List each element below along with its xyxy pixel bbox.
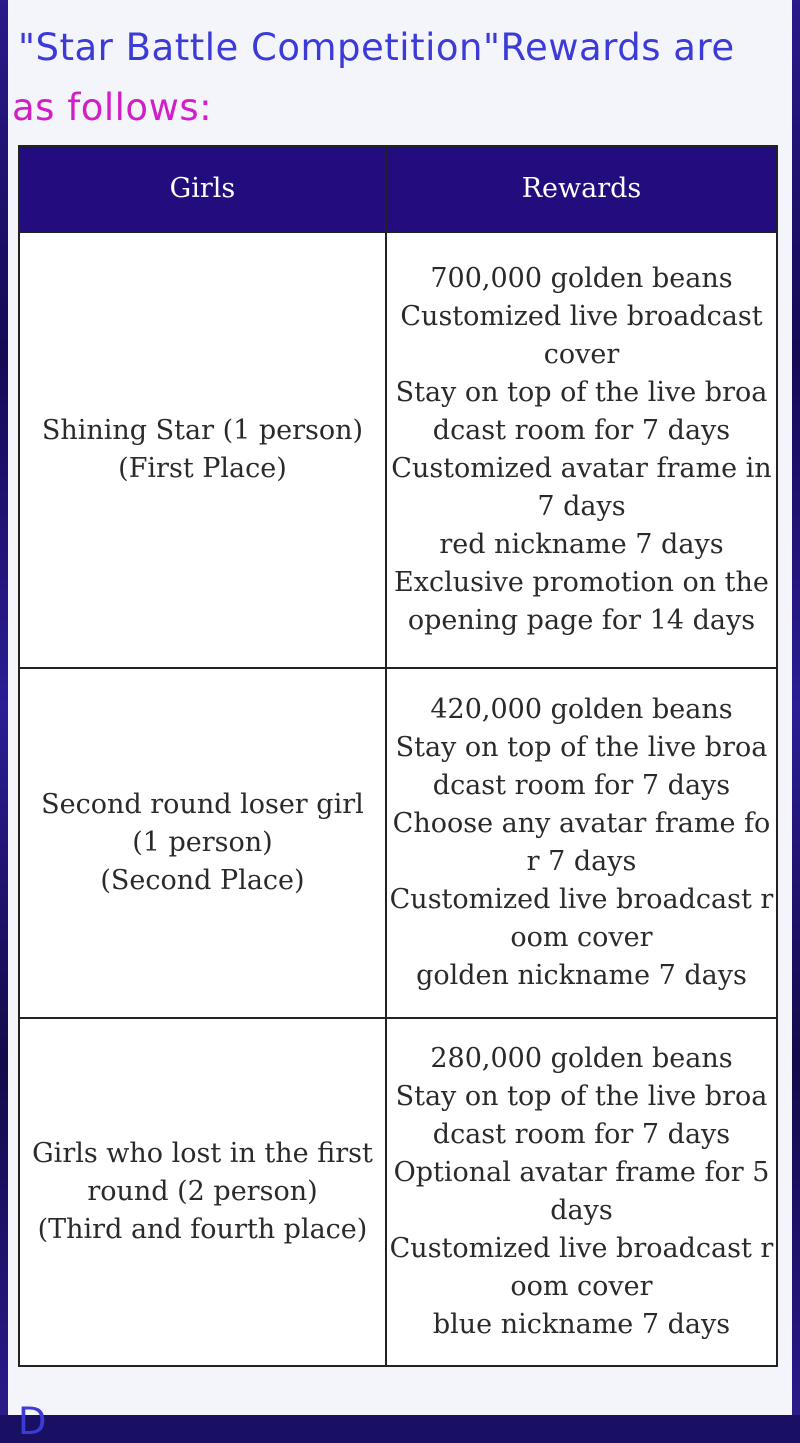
reward-item: 280,000 golden beans: [430, 1043, 733, 1074]
reward-item: Stay on top of the live broadcast room for 7 days: [395, 732, 768, 801]
page-title-line2: as follows:: [12, 86, 213, 129]
page-title: [8, 0, 792, 138]
decorative-border-left: [0, 0, 8, 1415]
reward-item: Customized avatar frame in 7 days: [391, 453, 772, 522]
girls-line: (First Place): [118, 453, 287, 484]
reward-item: Choose any avatar frame for 7 days: [392, 808, 771, 877]
rewards-cell: [386, 1018, 777, 1366]
girls-line: Shining Star (1 person): [41, 415, 364, 446]
girls-line: (Third and fourth place): [37, 1214, 368, 1245]
table-row: [19, 668, 777, 1018]
reward-item: red nickname 7 days: [439, 529, 724, 560]
reward-item: 420,000 golden beans: [430, 694, 733, 725]
decorative-border-right: [792, 0, 800, 1415]
reward-item: Customized live broadcast room cover: [389, 884, 774, 953]
rewards-cell: [386, 232, 777, 668]
page-title-line1: "Star Battle Competition"Rewards are: [18, 26, 735, 69]
rewards-cell: [386, 668, 777, 1018]
page-content: [8, 0, 792, 1443]
table-header-row: [19, 146, 777, 232]
table-row: [19, 232, 777, 668]
girls-line: Girls who lost in the first round (2 person): [32, 1138, 373, 1207]
girls-cell: [19, 232, 386, 668]
next-section-heading-partial: D: [18, 1400, 47, 1443]
girls-cell: [19, 668, 386, 1018]
reward-item: Stay on top of the live broadcast room for 7 days: [395, 377, 768, 446]
table-row: [19, 1018, 777, 1366]
reward-item: golden nickname 7 days: [416, 960, 747, 991]
girls-line: Second round loser girl: [41, 789, 364, 820]
girls-line: (Second Place): [100, 865, 305, 896]
reward-item: Optional avatar frame for 5 days: [393, 1157, 770, 1226]
reward-item: Customized live broadcast room cover: [389, 1233, 774, 1302]
reward-item: 700,000 golden beans: [430, 263, 733, 294]
reward-item: Stay on top of the live broadcast room for 7 days: [395, 1081, 768, 1150]
girls-cell: [19, 1018, 386, 1366]
header-rewards: Rewards: [386, 146, 777, 232]
girls-line: (1 person): [132, 827, 273, 858]
reward-item: Customized live broadcast cover: [400, 301, 763, 370]
reward-item: blue nickname 7 days: [432, 1309, 731, 1340]
header-girls: Girls: [19, 146, 386, 232]
reward-item: Exclusive promotion on the opening page for 14 days: [394, 567, 769, 636]
rewards-table: [18, 145, 778, 1367]
